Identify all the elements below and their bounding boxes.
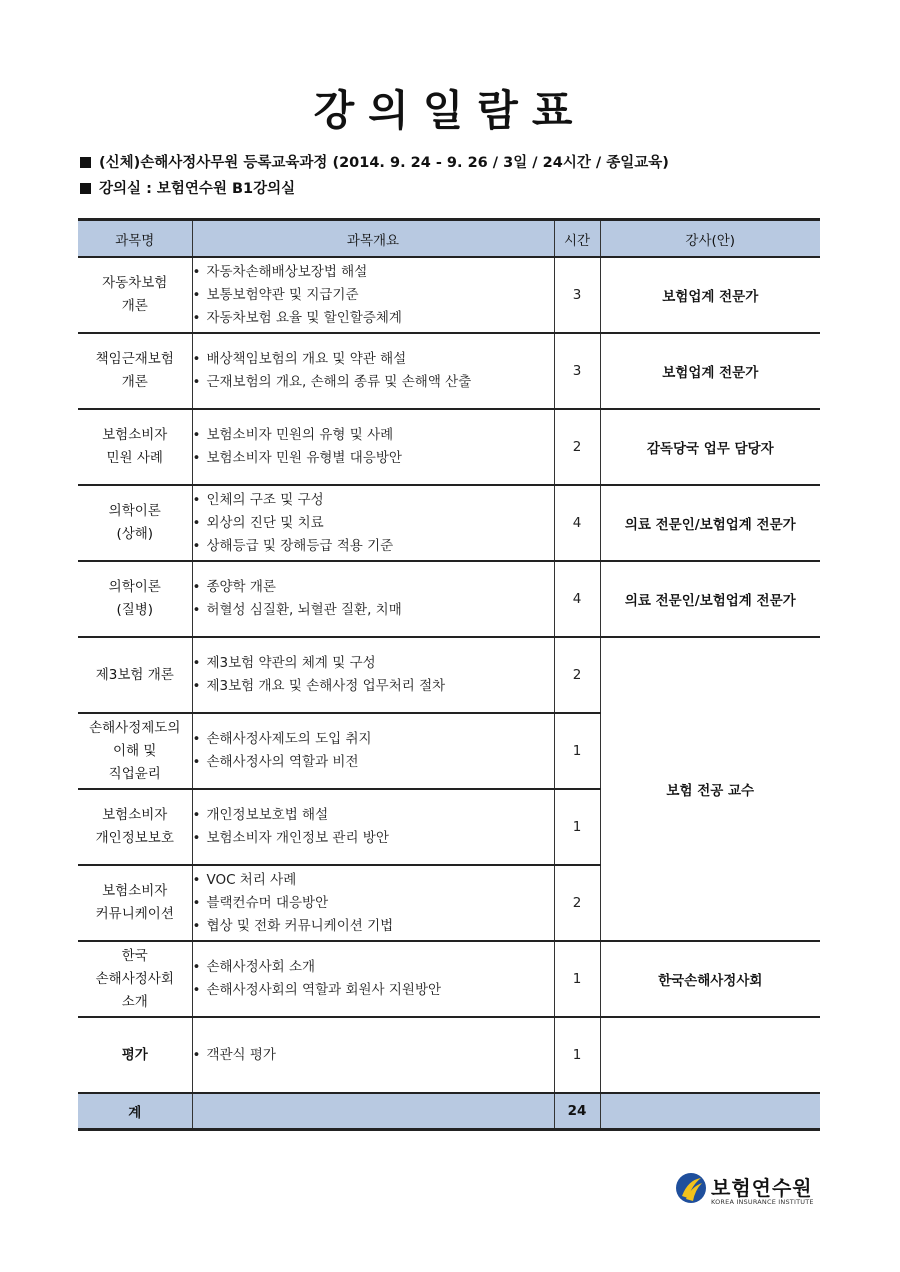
course-info — [80, 151, 669, 172]
page-title: 강의일람표 — [313, 86, 587, 135]
subject-cell — [78, 561, 192, 637]
table-row — [78, 1017, 820, 1093]
hours-cell: 1 — [554, 1017, 600, 1093]
overview-cell — [192, 713, 554, 789]
topic-item: • 보험소비자 민원의 유형 및 사례 — [193, 424, 554, 447]
instructor-cell: 의료 전문인/보험업계 전문가 — [600, 561, 820, 637]
table-row — [78, 333, 820, 409]
topic-item: • 상해등급 및 장해등급 적용 기준 — [193, 535, 554, 558]
overview-cell — [192, 257, 554, 333]
instructor-cell: 감독당국 업무 담당자 — [600, 409, 820, 485]
subject-line: 보험소비자 — [102, 807, 168, 823]
header-hours: 시간 — [554, 220, 600, 258]
topic-item: • 자동차손해배상보장법 해설 — [193, 261, 554, 284]
topic-item: • 손해사정사제도의 도입 취지 — [193, 728, 554, 751]
subject-line: 제3보험 개론 — [95, 666, 174, 683]
subject-line: 커뮤니케이션 — [95, 906, 174, 922]
square-bullet-icon — [80, 157, 91, 168]
table-header-row — [78, 220, 820, 258]
subject-line: (상해) — [116, 526, 154, 542]
institute-subtitle: KOREA INSURANCE INSTITUTE — [711, 1198, 814, 1206]
instructor-cell: 보험업계 전문가 — [600, 333, 820, 409]
total-label: 계 — [78, 1093, 192, 1130]
subject-cell — [78, 1017, 192, 1093]
topic-item: • 외상의 진단 및 치료 — [193, 512, 554, 535]
hours-cell: 3 — [554, 257, 600, 333]
topic-item: • 근재보험의 개요, 손해의 종류 및 손해액 산출 — [193, 371, 554, 394]
hours-cell: 3 — [554, 333, 600, 409]
topic-item: • 종양학 개론 — [193, 576, 554, 599]
topic-item: • 보험소비자 민원 유형별 대응방안 — [193, 447, 554, 470]
topic-item: • 보험소비자 개인정보 관리 방안 — [193, 827, 554, 850]
total-row — [78, 1093, 820, 1130]
total-hours: 24 — [554, 1093, 600, 1130]
header-subject: 과목명 — [78, 220, 192, 258]
lecture-table — [78, 218, 820, 1131]
topic-item: • 허혈성 심질환, 뇌혈관 질환, 치매 — [193, 599, 554, 622]
hours-cell: 2 — [554, 865, 600, 941]
topic-item: • 제3보험 약관의 체계 및 구성 — [193, 652, 554, 675]
subject-line: 보험소비자 — [102, 427, 168, 443]
instructor-cell — [600, 1017, 820, 1093]
subject-line: 의학이론 — [108, 579, 161, 595]
total-empty-cell — [600, 1093, 820, 1130]
table-row — [78, 561, 820, 637]
subject-cell — [78, 865, 192, 941]
overview-cell — [192, 1017, 554, 1093]
hours-cell: 1 — [554, 789, 600, 865]
overview-cell — [192, 409, 554, 485]
classroom-info — [80, 177, 295, 198]
overview-cell — [192, 789, 554, 865]
topic-item: • 블랙컨슈머 대응방안 — [193, 892, 554, 915]
overview-cell — [192, 333, 554, 409]
instructor-cell: 한국손해사정사회 — [600, 941, 820, 1017]
subject-cell — [78, 637, 192, 713]
subject-line: 의학이론 — [108, 503, 161, 519]
hours-cell: 4 — [554, 485, 600, 561]
topic-item: • 객관식 평가 — [193, 1044, 554, 1067]
subject-line: 이해 및 — [113, 742, 157, 759]
institute-name: 보험연수원 — [711, 1176, 813, 1200]
subject-line: 민원 사례 — [106, 450, 163, 466]
subject-line: 손해사정사회 — [95, 970, 174, 987]
subject-cell — [78, 257, 192, 333]
table-row — [78, 637, 820, 713]
topic-item: • 손해사정사의 역할과 비전 — [193, 751, 554, 774]
topic-item: • VOC 처리 사례 — [193, 869, 554, 892]
overview-cell — [192, 941, 554, 1017]
hours-cell: 1 — [554, 713, 600, 789]
subject-cell — [78, 941, 192, 1017]
header-overview: 과목개요 — [192, 220, 554, 258]
table-row — [78, 485, 820, 561]
total-empty-cell — [192, 1093, 554, 1130]
subject-cell — [78, 485, 192, 561]
subject-line: 한국 — [121, 947, 148, 964]
instructor-cell: 의료 전문인/보험업계 전문가 — [600, 485, 820, 561]
subject-line: 손해사정제도의 — [89, 719, 181, 736]
subject-line: 평가 — [121, 1046, 148, 1063]
overview-cell — [192, 865, 554, 941]
table-row — [78, 409, 820, 485]
topic-item: • 손해사정사회 소개 — [193, 956, 554, 979]
subject-cell — [78, 409, 192, 485]
overview-cell — [192, 637, 554, 713]
topic-item: • 보통보험약관 및 지급기준 — [193, 284, 554, 307]
table-row — [78, 257, 820, 333]
overview-cell — [192, 561, 554, 637]
topic-item: • 개인정보보호법 해설 — [193, 804, 554, 827]
hours-cell: 2 — [554, 637, 600, 713]
subject-cell — [78, 789, 192, 865]
topic-item: • 협상 및 전화 커뮤니케이션 기법 — [193, 915, 554, 938]
topic-item: • 배상책임보험의 개요 및 약관 해설 — [193, 348, 554, 371]
subject-line: 보험소비자 — [102, 883, 168, 899]
instructor-cell: 보험업계 전문가 — [600, 257, 820, 333]
hours-cell: 1 — [554, 941, 600, 1017]
subject-line: (질병) — [116, 602, 154, 618]
subject-line: 개론 — [121, 374, 148, 390]
subject-cell — [78, 713, 192, 789]
subject-line: 소개 — [121, 993, 148, 1010]
hours-cell: 2 — [554, 409, 600, 485]
course-info-text: (신체)손해사정사무원 등록교육과정 (2014. 9. 24 - 9. 26 / 3일 / 24시간 / 종일교육) — [99, 155, 669, 171]
subject-line: 개인정보보호 — [95, 830, 174, 846]
subject-cell — [78, 333, 192, 409]
topic-item: • 자동차보험 요율 및 할인할증체계 — [193, 307, 554, 330]
topic-item: • 인체의 구조 및 구성 — [193, 489, 554, 512]
classroom-info-text: 강의실 : 보험연수원 B1강의실 — [99, 181, 296, 197]
subject-line: 직업윤리 — [108, 765, 161, 782]
institute-emblem-icon — [675, 1172, 707, 1204]
subject-line: 자동차보험 — [102, 275, 168, 291]
institute-logo — [675, 1172, 815, 1210]
topic-item: • 손해사정사회의 역할과 회원사 지원방안 — [193, 979, 554, 1002]
subject-line: 개론 — [121, 298, 148, 314]
subject-line: 책임근재보험 — [95, 351, 174, 367]
instructor-cell: 보험 전공 교수 — [600, 637, 820, 941]
square-bullet-icon — [80, 183, 91, 194]
header-instructor: 강사(안) — [600, 220, 820, 258]
topic-item: • 제3보험 개요 및 손해사정 업무처리 절차 — [193, 675, 554, 698]
overview-cell — [192, 485, 554, 561]
table-row — [78, 941, 820, 1017]
hours-cell: 4 — [554, 561, 600, 637]
